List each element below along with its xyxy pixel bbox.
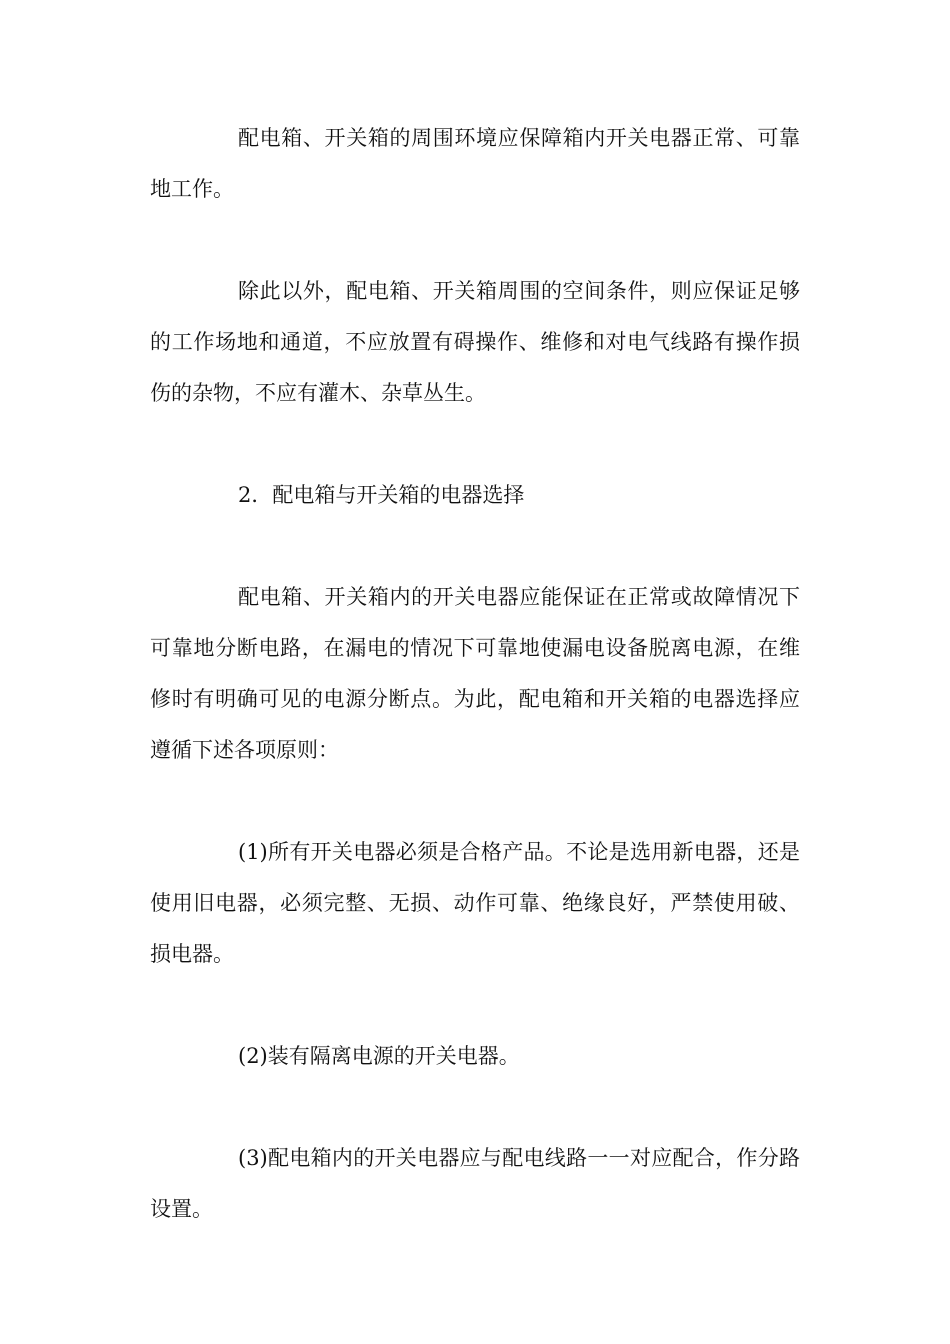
document-body xyxy=(150,113,800,1286)
paragraph-space-conditions: 除此以外，配电箱、开关箱周围的空间条件，则应保证足够的工作场地和通道，不应放置有碍操作、维修和对电气线路有操作损伤的杂物，不应有灌木、杂草丛生。 xyxy=(150,279,800,405)
paragraph-rule-1: (1)所有开关电器必须是合格产品。不论是选用新电器，还是使用旧电器，必须完整、无损、动作可靠、绝缘良好，严禁使用破、损电器。 xyxy=(150,840,800,966)
paragraph-rule-2: (2)装有隔离电源的开关电器。 xyxy=(238,1044,520,1068)
paragraph-environment: 配电箱、开关箱的周围环境应保障箱内开关电器正常、可靠地工作。 xyxy=(150,126,800,201)
paragraph-rule-3: (3)配电箱内的开关电器应与配电线路一一对应配合，作分路设置。 xyxy=(150,1146,800,1221)
section-heading-electrical-selection: 2．配电箱与开关箱的电器选择 xyxy=(238,483,525,507)
paragraph-selection-principles: 配电箱、开关箱内的开关电器应能保证在正常或故障情况下可靠地分断电路，在漏电的情况下可靠地使漏电设备脱离电源，在维修时有明确可见的电源分断点。为此，配电箱和开关箱的电器选择应遵循下述各项原则： xyxy=(150,585,800,762)
